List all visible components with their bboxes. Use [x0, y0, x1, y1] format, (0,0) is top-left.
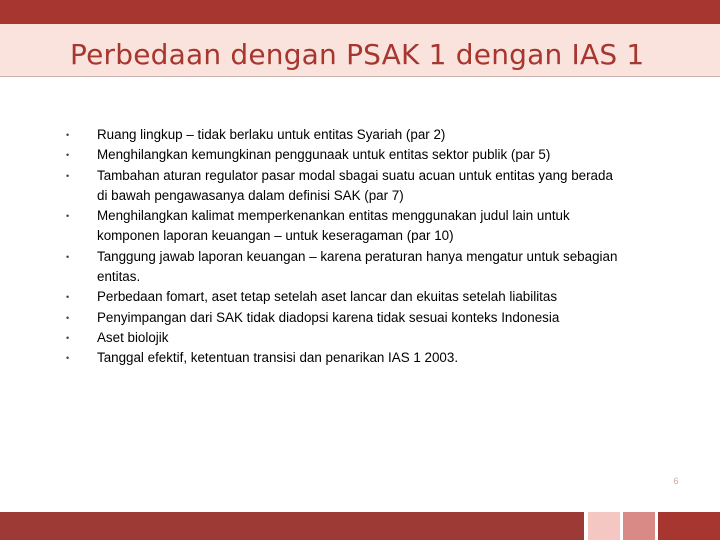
bullet-icon: •: [66, 312, 70, 323]
top-accent-bar: [0, 0, 720, 24]
list-item: [66, 287, 626, 307]
list-item-text: Menghilangkan kemungkinan penggunaak untuk entitas sektor publik (par 5): [97, 147, 551, 163]
list-item: [66, 247, 626, 288]
bullet-icon: •: [66, 130, 70, 140]
list-item-text: Tanggal efektif, ketentuan transisi dan penarikan IAS 1 2003.: [97, 350, 459, 366]
footer-block-dark: [658, 512, 720, 540]
list-item-text: Tanggung jawab laporan keuangan – karena peraturan hanya mengatur untuk sebagian entitas.: [97, 248, 618, 285]
list-item: [66, 348, 626, 368]
list-item: [66, 206, 626, 247]
list-item-text: Penyimpangan dari SAK tidak diadopsi karena tidak sesuai konteks Indonesia: [97, 309, 560, 325]
bullet-icon: •: [66, 211, 70, 222]
bullet-icon: •: [66, 353, 70, 364]
list-item: [66, 166, 626, 207]
footer-bar: [0, 512, 584, 540]
bullet-icon: •: [66, 292, 70, 303]
bullet-list: [66, 125, 626, 369]
list-item-text: Menghilangkan kalimat memperkenankan entitas menggunakan judul lain untuk komponen laporan keuangan – untuk keseragaman (par 10): [97, 208, 570, 244]
bullet-icon: •: [66, 251, 70, 262]
bullet-icon: •: [66, 150, 70, 161]
list-item-text: Aset biolojik: [97, 329, 169, 345]
title-divider: [0, 76, 720, 77]
slide-title: Perbedaan dengan PSAK 1 dengan IAS 1: [70, 38, 645, 71]
list-item: [66, 125, 626, 145]
bullet-icon: •: [66, 332, 70, 343]
list-item: [66, 328, 626, 348]
list-item: [66, 145, 626, 165]
footer-block-mid: [623, 512, 655, 540]
list-item-text: Tambahan aturan regulator pasar modal sbagai suatu acuan untuk entitas yang berada di bawah pengawasanya dalam definisi SAK (par 7): [97, 167, 613, 203]
page-number: 6: [673, 476, 679, 486]
list-item-text: Ruang lingkup – tidak berlaku untuk entitas Syariah (par 2): [97, 127, 446, 142]
bullet-icon: •: [66, 170, 70, 181]
list-item-text: Perbedaan fomart, aset tetap setelah aset lancar dan ekuitas setelah liabilitas: [97, 289, 558, 305]
list-item: [66, 308, 626, 328]
footer-block-light: [588, 512, 620, 540]
